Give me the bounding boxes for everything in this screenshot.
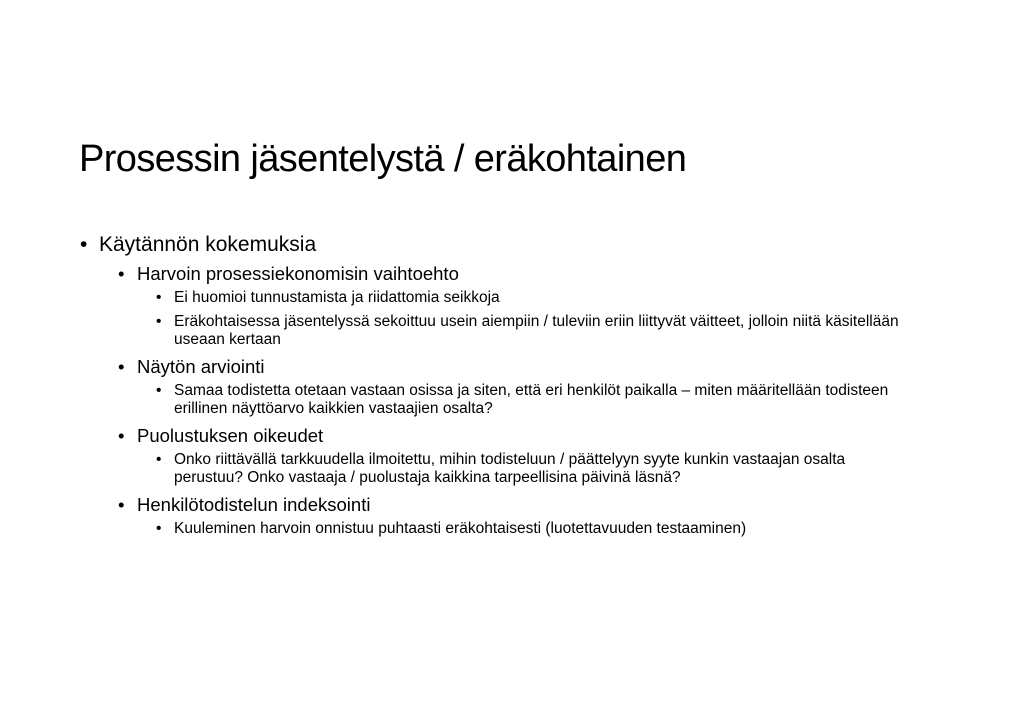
bullet-icon: •	[156, 313, 162, 330]
bullet-icon: •	[118, 494, 125, 515]
bullet-text: Henkilötodistelun indeksointi	[137, 494, 371, 515]
bullet-text: Puolustuksen oikeudet	[137, 425, 324, 446]
bullet-item-level3	[156, 451, 960, 487]
bullet-item-level2	[118, 262, 960, 349]
bullet-text: Onko riittävällä tarkkuudella ilmoitettu, mihin todisteluun / päättelyyn syyte kunkin vastaajan osalta perustuu? Onko vastaaja / puolustaja kaikkina tarpeellisina päivinä läsnä?	[174, 451, 846, 486]
bullet-item-level3	[156, 382, 960, 418]
bullet-item-level2	[118, 424, 960, 487]
sub-sub-bullet-list	[156, 520, 960, 538]
bullet-item-level2	[118, 355, 960, 418]
sub-sub-bullet-list	[156, 451, 960, 487]
slide-content	[80, 230, 960, 538]
bullet-icon: •	[156, 382, 162, 399]
sub-bullet-list	[118, 262, 960, 538]
bullet-text: Eräkohtaisessa jäsentelyssä sekoittuu usein aiempiin / tuleviin eriin liittyvät väitteet, jolloin niitä käsitellään useaan kertaan	[174, 313, 899, 348]
slide-title: Prosessin jäsentelystä / eräkohtainen	[79, 138, 687, 180]
bullet-text: Käytännön kokemuksia	[99, 233, 317, 256]
bullet-icon: •	[80, 233, 88, 256]
bullet-icon: •	[156, 451, 162, 468]
bullet-item-level3	[156, 289, 960, 307]
sub-sub-bullet-list	[156, 382, 960, 418]
bullet-icon: •	[118, 425, 125, 446]
bullet-item-level3	[156, 313, 960, 349]
bullet-list	[80, 232, 960, 538]
bullet-text: Näytön arviointi	[137, 356, 265, 377]
bullet-icon: •	[118, 263, 125, 284]
bullet-item-level2	[118, 493, 960, 538]
bullet-text: Kuuleminen harvoin onnistuu puhtaasti eräkohtaisesti (luotettavuuden testaaminen)	[174, 520, 747, 537]
sub-sub-bullet-list	[156, 289, 960, 349]
bullet-icon: •	[156, 289, 162, 306]
bullet-item-level3	[156, 520, 960, 538]
bullet-text: Samaa todistetta otetaan vastaan osissa ja siten, että eri henkilöt paikalla – miten määritellään todisteen erillinen näyttöarvo kaikkien vastaajien osalta?	[174, 382, 889, 417]
bullet-text: Harvoin prosessiekonomisin vaihtoehto	[137, 263, 459, 284]
bullet-text: Ei huomioi tunnustamista ja riidattomia seikkoja	[174, 289, 500, 306]
bullet-item-level1	[80, 232, 960, 538]
bullet-icon: •	[118, 356, 125, 377]
bullet-icon: •	[156, 520, 162, 537]
